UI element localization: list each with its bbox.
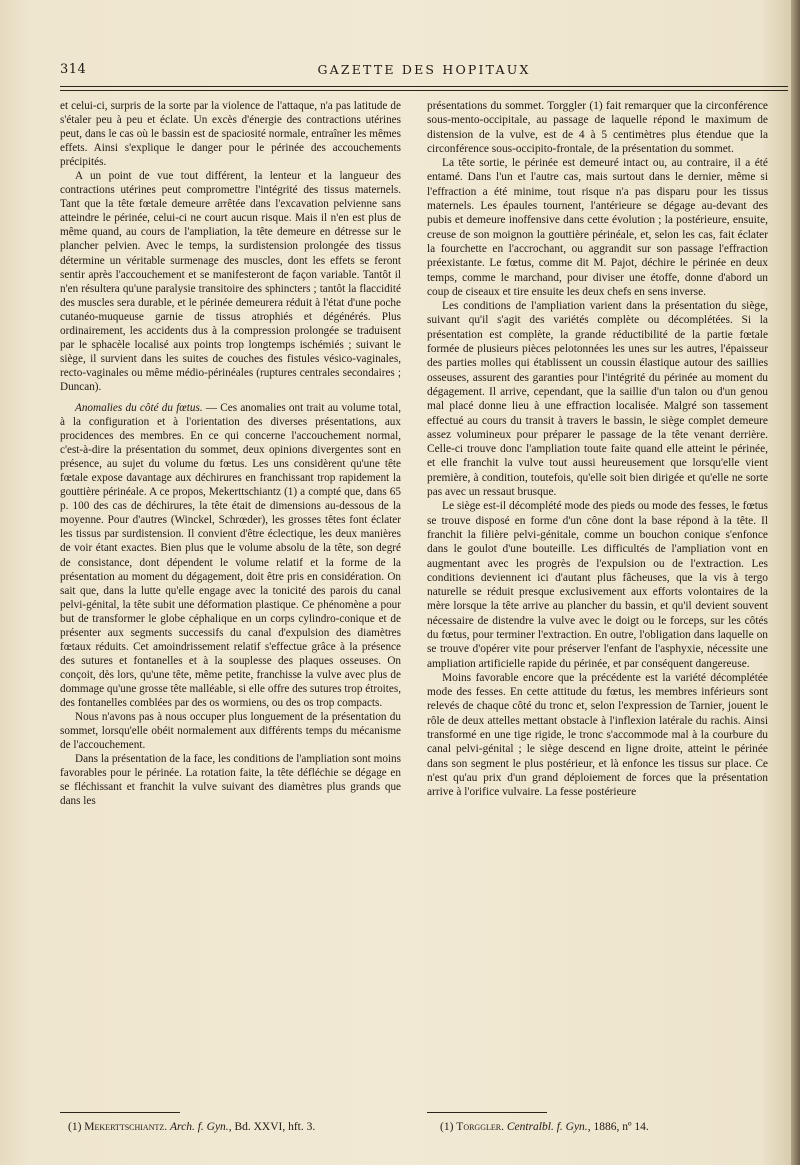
footnote-left (68, 1121, 408, 1134)
page-spine-edge (791, 0, 800, 1165)
footnote-detail: , 1886, nº 14. (587, 1121, 649, 1133)
footnote-source: Centralbl. f. Gyn. (506, 1121, 588, 1133)
section-text: — Ces anomalies ont trait au volume total, à la configuration et à l'orientation des diverses présentations, aux procidences des membres. En ce qui concerne l'accouchement normal, c'est-à-dire la présentation du sommet, deux opinions divergentes sont en présence, au sujet du volume du fœtus. Les uns considèrent qu'une tête fœtale expose davantage aux déchirures en franchissant trop rapidement la gouttière périnéale. A ce propos, Mekerttschiantz (1) a compté que, dans 65 p. 100 des cas de déchirures, la tête était de dimensions au-dessous de la moyenne. Pour d'autres (Winckel, Schrœder), les grosses têtes font éclater les tissus par surdistension. Il convient d'être éclectique, les deux manières de voir étant exactes. Bien plus que le volume absolu de la tête, son degré de consistance, dont dépendent le volume relatif et la forme de la présentation au moment du dégagement, doit être pris en considération. On sait que, dans la lutte qu'elle engage avec la tonicité des parois du canal pelvi-génital, la tête subit une déformation plastique. Ce phénomène a pour but de transformer le globe céphalique en un corps cylindro-conique et de présenter aux segments successifs du canal d'expulsion des diamètres fœtaux réduits. Cet amoindrissement relatif s'effectue grâce à la présence des sutures et fontanelles et à la souplesse des plaques osseuses. On conçoit, dès lors, qu'une tête, même petite, franchisse la vulve avec plus de dommage qu'une grosse tête malléable, si elle offre des sutures trop étroites, des fontanelles comblées par des os wormiens, ou des os trop compacts. (60, 401, 401, 709)
running-head: GAZETTE DES HOPITAUX (317, 62, 531, 77)
section-heading: Anomalies du côté du fœtus. (75, 401, 203, 414)
right-column (427, 99, 768, 821)
paragraph: La tête sortie, le périnée est demeuré intact ou, au contraire, il a été entamé. Dans l'un et l'autre cas, mais surtout dans le dernier, même si l'effraction a été minime, tout risque n'a pas disparu pour les tissus maternels. Les épaules tournent, l'antérieure se dégage au-devant des pubis et demeure inoffensive dans cette évolution ; la postérieure, ensuite, creuse de son moignon la gouttière périnéale, et, selon les cas, fait éclater la fourchette en l'accrochant, ou aggrandit sur son passage l'effraction préexistante. Le fœtus, comme dit M. Pajot, déchire le périnée en deux temps, comme le marchand, pour diviser une étoffe, donne d'abord un coup de ciseaux et tire ensuite les deux chefs en sens inverse. (427, 157, 768, 298)
paragraph: Nous n'avons pas à nous occuper plus longuement de la présentation du sommet, lorsqu'elle obéit normalement aux différents temps du mécanisme de l'accouchement. (60, 711, 401, 752)
footnote-rule-right (427, 1112, 547, 1113)
footnote-marker: (1) (440, 1121, 457, 1133)
section-paragraph (60, 401, 401, 710)
paragraph: Le siège est-il décomplété mode des pieds ou mode des fesses, le fœtus se trouve disposé en forme d'un cône dont la base répond à la tête. Il franchit la filière pelvi-génitale, comme un bouchon conique s'enfonce dans le goulot d'une bouteille. Les difficultés de l'ampliation vont en augmentant avec les progrès de l'expulsion ou de l'extraction. Les conditions deviennent ici d'autant plus fâcheuses, que la vis à tergo naturelle se réduit presque exclusivement aux efforts volontaires de la mère lorsque la tête arrive au plancher du bassin, et qu'il devient souvent nécessaire de distendre la vulve avec le doigt ou le forceps, sur les côtés du fœtus, pour terminer l'extraction. En outre, l'obligation dans laquelle on se trouve d'opérer vite pour préserver l'enfant de l'asphyxie, nécessite une ampliation artificielle rapide du périnée, et par conséquent dangereuse. (427, 500, 768, 670)
footnote-author: Torggler. (456, 1121, 504, 1133)
footnote-rule-left (60, 1112, 180, 1113)
page-number: 314 (60, 62, 87, 77)
footnote-author: Mekerttschiantz. (84, 1121, 168, 1133)
paragraph: Les conditions de l'ampliation varient dans la présentation du siège, suivant qu'il s'agit des variétés complète ou décomplétées. Si la présentation est complète, la grande réductibilité de la partie fœtale formée de plusieurs pièces pelotonnées les unes sur les autres, l'épaisseur des parties molles qui établissent un coussin élastique autour des saillies osseuses, assurent des garanties pour l'intégrité du périnée au moment du dégagement. Il arrive, cependant, que la saillie d'un talon ou d'un genou mal placé donne lieu à une effraction localisée. Malgré son tassement effectué au cours du transit à travers le bassin, le siège complet demeure assez volumineux pour préparer le passage de la tête venant derrière. Celle-ci trouve donc l'ampliation toute faite quand elle atteint le périnée, et elle franchit la vulve tout aussi heureusement que lorsqu'elle vient première, à condition, toutefois, qu'elle soit bien dirigée et qu'elle ne sorte pas avec un ressaut brusque. (427, 300, 768, 499)
footnote-detail: , Bd. XXVI, hft. 3. (228, 1121, 316, 1133)
footnote-right (440, 1121, 780, 1134)
footnote-marker: (1) (68, 1121, 85, 1133)
left-column (60, 99, 401, 821)
page-header (60, 60, 788, 84)
header-rule-top (60, 86, 788, 87)
paragraph: et celui-ci, surpris de la sorte par la violence de l'attaque, n'a pas latitude de s'étaler peu à peu et éclate. Un excès d'énergie des contractions utérines peut, dans le cas où le bassin est de spaciosité normale, entraîner les mêmes effets. Ainsi s'explique le danger pour le périnée des accouchements précipités. (60, 100, 401, 169)
header-rule-bottom (60, 90, 788, 91)
paragraph: présentations du sommet. Torggler (1) fait remarquer que la circonférence sous-mento-occipitale, au passage de laquelle répond le maximum de distension de la vulve, est de 4 à 5 centimètres plus étendue que la circonférence sous-occipito-frontale, de la présentation du sommet. (427, 100, 768, 155)
paragraph: Moins favorable encore que la précédente est la variété décomplétée mode des fesses. En cette attitude du fœtus, les membres inférieurs sont relevés de chaque côté du tronc et, selon l'expression de Tarnier, jouent le rôle de deux attelles mettant obstacle à l'inflexion latérale du rachis. Ainsi transformé en une tige rigide, le tronc s'accommode mal à la courbure du canal pelvi-génital ; le siège descend en ligne droite, atteint le périnée dans son segment le plus postérieur, et là enfonce les tissus sur place. Ce n'est qu'au prix d'un grand déploiement de forces que la présentation arrive à l'orifice vulvaire. La fesse postérieure (427, 671, 768, 799)
paragraph: Dans la présentation de la face, les conditions de l'ampliation sont moins favorables pour le périnée. La rotation faite, la tête défléchie se dégage en se fléchissant et franchit la vulve suivant des diamètres plus grands que dans les (60, 753, 401, 808)
footnote-source: Arch. f. Gyn. (170, 1121, 229, 1133)
paragraph: A un point de vue tout différent, la lenteur et la langueur des contractions utérines peut compromettre l'intégrité des tissus maternels. Tant que la tête fœtale demeure arrêtée dans l'excavation pelvienne sans atteindre le périnée, celui-ci ne court aucun risque. Mais il n'en est plus de même quand, au cours de l'ampliation, la tête demeure en détresse sur le plancher pelvien. Avec le temps, la surdistension prolongée des tissus détermine un véritable surmenage des muscles, dont les effets se feront sentir après l'accouchement et se manifesteront de façon variable. Tantôt il n'en résultera qu'une paralysie transitoire des sphincters ; tantôt la flaccidité des muscles sera durable, et le périnée demeurera réduit à l'état d'une poche cutanéo-muqueuse garnie de tissus atrophiés et dégénérés. Plus ordinairement, les accidents dus à la compression prolongée se traduisent par le sphacèle localisé aux points trop longtemps ischémiés ; suivant le siège, il survient dans les suites de couches des fistules vésico-vaginales, recto-vaginales ou même médio-périnéales (ruptures centrales secondaires ; Duncan). (60, 170, 401, 393)
